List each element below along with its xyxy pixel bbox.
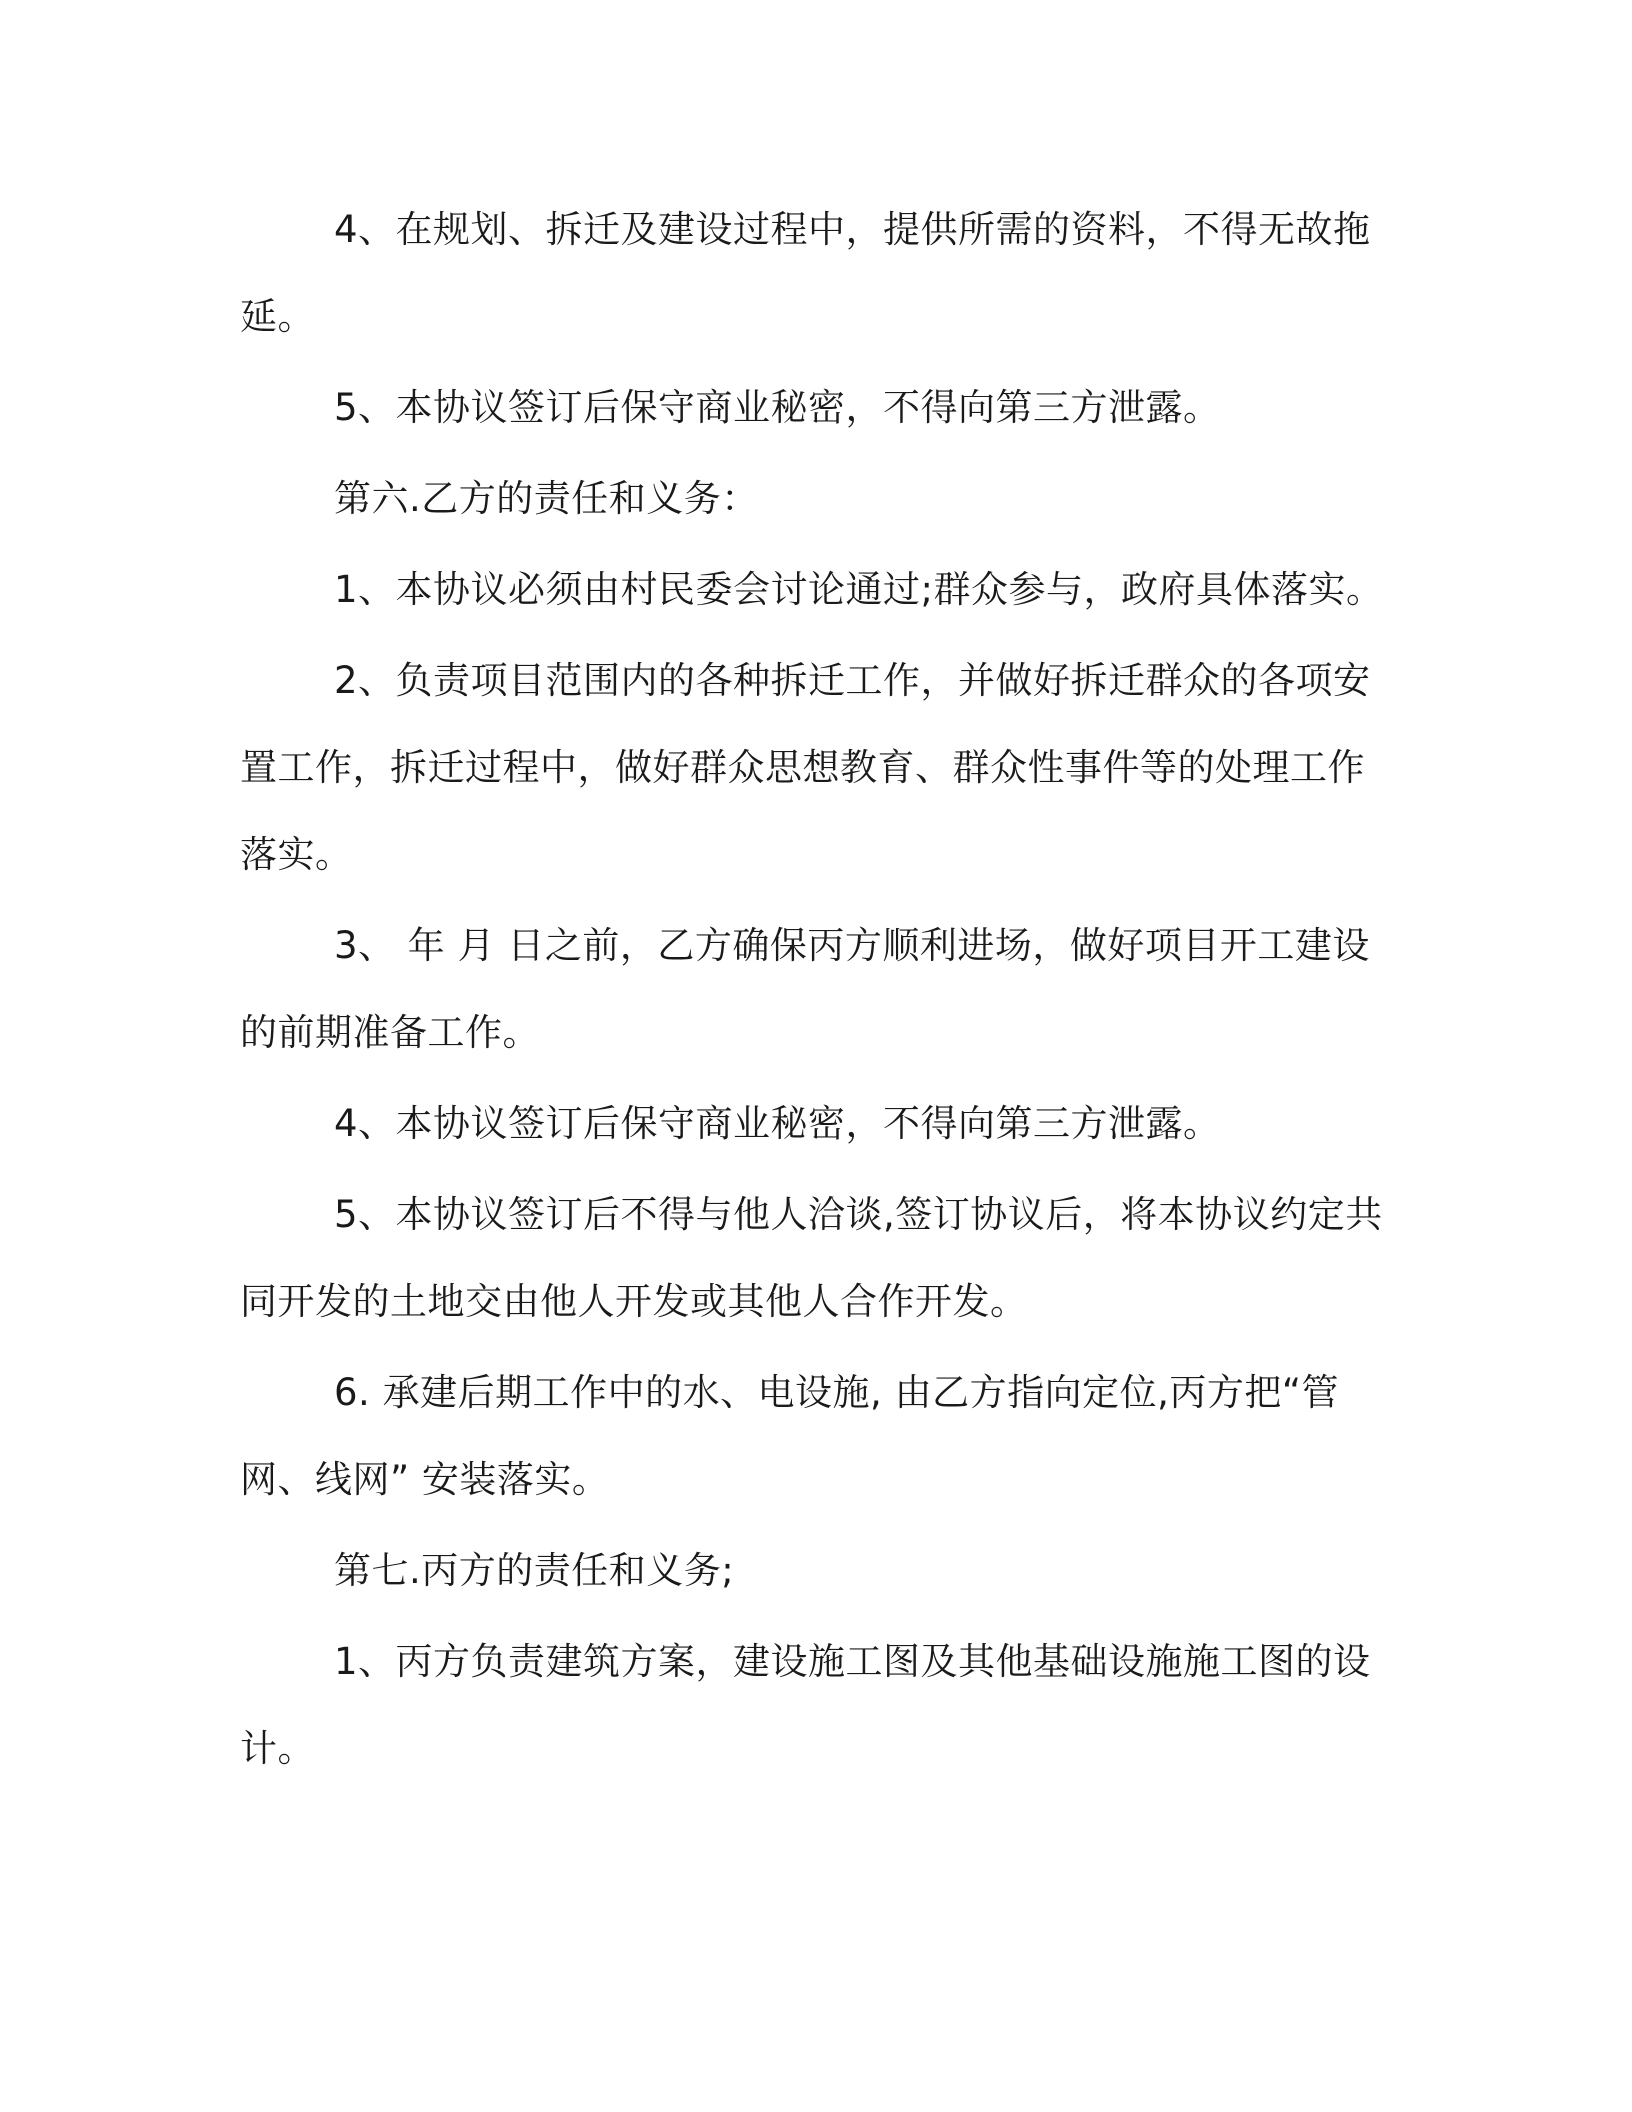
paragraph-yi-2: 2、负责项目范围内的各种拆迁工作，并做好拆迁群众的各项安置工作，拆迁过程中，做好群众思想教育、群众性事件等的处理工作落实。 xyxy=(240,659,1371,876)
paragraph-jia-4: 4、在规划、拆迁及建设过程中，提供所需的资料，不得无故拖延。 xyxy=(240,208,1371,338)
paragraph-yi-1: 1、本协议必须由村民委会讨论通过;群众参与，政府具体落实。 xyxy=(334,568,1384,611)
paragraph-yi-5: 5、本协议签订后不得与他人洽谈,签订协议后，将本协议约定共同开发的土地交由他人开发或其他人合作开发。 xyxy=(240,1193,1383,1323)
paragraph-yi-3: 3、 年 月 日之前，乙方确保丙方顺利进场，做好项目开工建设的前期准备工作。 xyxy=(240,924,1370,1054)
section-heading-six: 第六.乙方的责任和义务： xyxy=(334,477,759,520)
document-body xyxy=(240,186,1400,1792)
paragraph-yi-6: 6. 承建后期工作中的水、电设施, 由乙方指向定位,丙方把“管网、线网” 安装落实。 xyxy=(240,1371,1340,1501)
section-heading-seven: 第七.丙方的责任和义务; xyxy=(334,1549,735,1592)
paragraph-bing-1: 1、丙方负责建筑方案，建设施工图及其他基础设施施工图的设计。 xyxy=(240,1640,1371,1770)
paragraph-yi-4: 4、本协议签订后保守商业秘密，不得向第三方泄露。 xyxy=(334,1102,1221,1145)
paragraph-jia-5: 5、本协议签订后保守商业秘密，不得向第三方泄露。 xyxy=(334,386,1221,429)
